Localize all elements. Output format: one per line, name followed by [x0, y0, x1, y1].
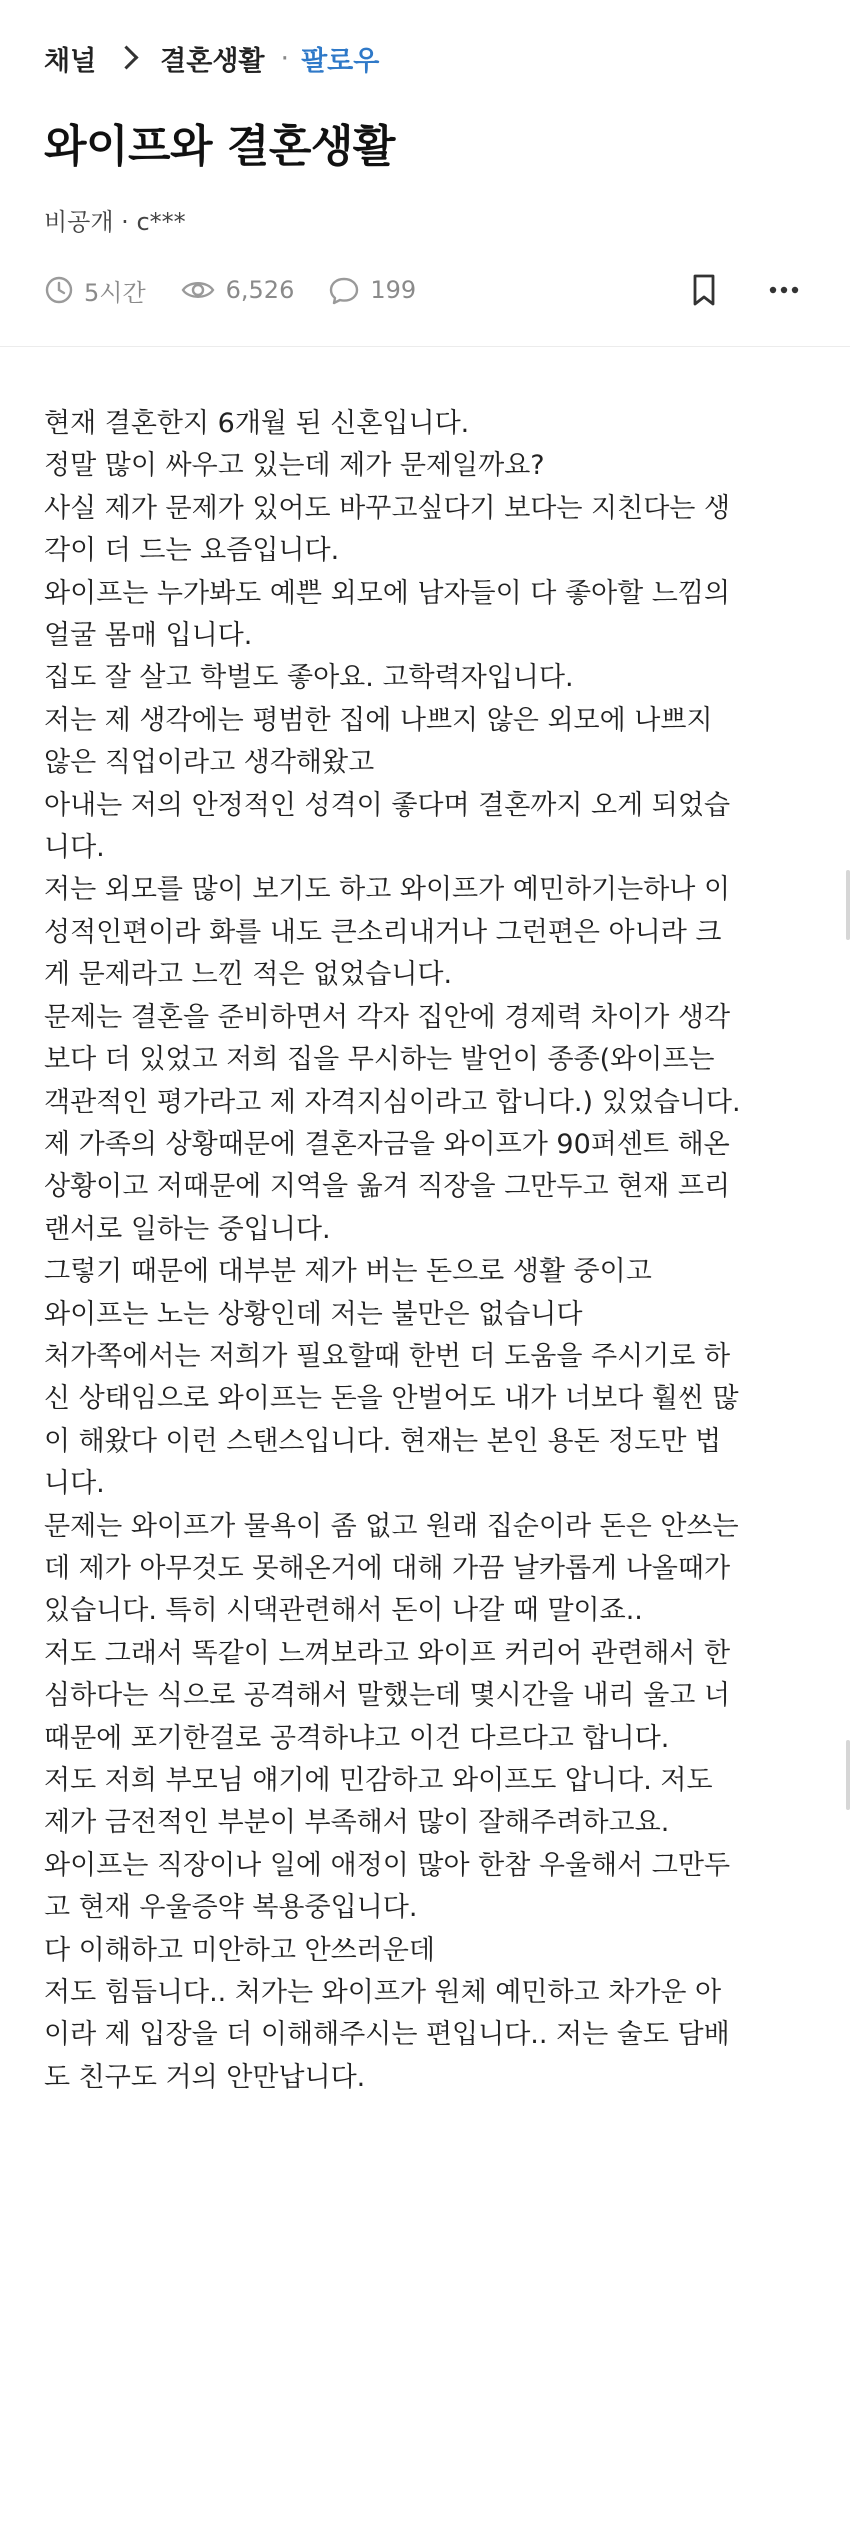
scrollbar-thumb[interactable] [846, 870, 850, 940]
post-body [44, 403, 814, 2099]
breadcrumb-channel-link[interactable]: 채널 [44, 45, 97, 77]
post-body-line: 저도 저희 부모님 얘기에 민감하고 와이프도 압니다. 저도 [44, 1765, 713, 1796]
post-meta [44, 268, 806, 312]
post-body-line: 정말 많이 싸우고 있는데 제가 문제일까요? [44, 450, 545, 482]
post-body-line: 보다 더 있었고 저희 집을 무시하는 발언이 종종(와이프는 [44, 1044, 715, 1076]
post-time-text: 5시간 [84, 278, 146, 307]
scrollbar-thumb-lower[interactable] [846, 1740, 850, 1810]
post-body-line: 게 문제라고 느낀 적은 없었습니다. [44, 959, 453, 991]
post-body-line: 다 이해하고 미안하고 안쓰러운데 [44, 1934, 435, 1966]
eye-icon [180, 275, 216, 305]
post-body-line: 와이프는 직장이나 일에 애정이 많아 한참 우울해서 그만두 [44, 1849, 731, 1881]
header-divider [0, 346, 850, 347]
post-body-line: 얼굴 몸매 입니다. [44, 620, 253, 652]
clock-icon [44, 275, 74, 305]
post-actions [646, 268, 806, 312]
more-button[interactable] [762, 268, 806, 312]
post-body-line: 집도 잘 살고 학벌도 좋아요. 고학력자입니다. [44, 662, 574, 694]
post-body-line: 와이프는 노는 상황인데 저는 불만은 없습니다 [44, 1298, 583, 1330]
bookmark-button[interactable] [682, 268, 726, 312]
post-comments-count: 199 [370, 276, 417, 304]
follow-button[interactable]: 팔로우 [301, 45, 380, 77]
breadcrumb-separator: · [280, 42, 290, 74]
post-body-line: 니다. [44, 1468, 105, 1500]
breadcrumb [44, 36, 379, 80]
post-body-line: 문제는 결혼을 준비하면서 각자 집안에 경제력 차이가 생각 [44, 1001, 731, 1033]
comment-icon [328, 275, 360, 305]
post-body-line: 않은 직업이라고 생각해왔고 [44, 747, 375, 779]
post-body-line: 저도 그래서 똑같이 느껴보라고 와이프 커리어 관련해서 한 [44, 1637, 731, 1669]
post-body-line: 이 해왔다 이런 스탠스입니다. 현재는 본인 용돈 정도만 법 [44, 1425, 722, 1457]
post-title: 와이프와 결혼생활 [44, 121, 395, 172]
post-body-line: 처가쪽에서는 저희가 필요할때 한번 더 도움을 주시기로 하 [44, 1340, 731, 1372]
post-body-line: 저도 힘듭니다.. 처가는 와이프가 원체 예민하고 차가운 아 [44, 1977, 722, 2009]
post-body-line: 현재 결혼한지 6개월 된 신혼입니다. [44, 408, 470, 439]
post-body-line: 아내는 저의 안정적인 성격이 좋다며 결혼까지 오게 되었습 [44, 789, 731, 821]
chevron-right-icon [106, 36, 150, 80]
post-body-line: 상황이고 저때문에 지역을 옮겨 직장을 그만두고 현재 프리 [44, 1171, 731, 1203]
post-body-line: 문제는 와이프가 물욕이 좀 없고 원래 집순이라 돈은 안쓰는 [44, 1510, 739, 1542]
post-body-line: 와이프는 누가봐도 예쁜 외모에 남자들이 다 좋아할 느낌의 [44, 577, 731, 609]
post-body-line: 신 상태임으로 와이프는 돈을 안벌어도 내가 너보다 훨씬 많 [44, 1383, 739, 1415]
breadcrumb-category-link[interactable]: 결혼생활 [160, 45, 265, 77]
post-body-line: 있습니다. 특히 시댁관련해서 돈이 나갈 때 말이죠.. [44, 1595, 643, 1627]
post-comments[interactable] [328, 275, 416, 305]
more-icon [769, 286, 799, 294]
post-body-line: 그렇기 때문에 대부분 제가 버는 돈으로 생활 중이고 [44, 1256, 652, 1288]
post-author: 비공개 · c*** [44, 208, 186, 236]
post-body-line: 저는 제 생각에는 평범한 집에 나쁘지 않은 외모에 나쁘지 [44, 704, 713, 736]
post-body-line: 때문에 포기한걸로 공격하냐고 이건 다르다고 합니다. [44, 1722, 670, 1754]
post-views-count: 6,526 [225, 276, 295, 304]
post-body-line: 도 친구도 거의 안만납니다. [44, 2061, 366, 2093]
post-body-line: 성적인편이라 화를 내도 큰소리내거나 그런편은 아니라 크 [44, 916, 722, 948]
post-body-line: 고 현재 우울증약 복용중입니다. [44, 1892, 418, 1924]
post-body-line: 이라 제 입장을 더 이해해주시는 편입니다.. 저는 술도 담배 [44, 2019, 730, 2051]
post-body-line: 랜서로 일하는 중입니다. [44, 1213, 331, 1245]
post-body-line: 사실 제가 문제가 있어도 바꾸고싶다기 보다는 지친다는 생 [44, 492, 731, 524]
post-body-line: 니다. [44, 832, 105, 864]
post-views [180, 275, 295, 305]
post-body-line: 데 제가 아무것도 못해온거에 대해 가끔 날카롭게 나올때가 [44, 1552, 731, 1584]
post-time [44, 273, 146, 308]
post-body-line: 각이 더 드는 요즘입니다. [44, 535, 340, 567]
post-body-line: 객관적인 평가라고 제 자격지심이라고 합니다.) 있었습니다. [44, 1086, 741, 1118]
post-body-line: 심하다는 식으로 공격해서 말했는데 몇시간을 내리 울고 너 [44, 1680, 731, 1712]
bookmark-icon [690, 273, 718, 307]
post-body-line: 저는 외모를 많이 보기도 하고 와이프가 예민하기는하나 이 [44, 874, 731, 906]
post-body-line: 제 가족의 상황때문에 결혼자금을 와이프가 90퍼센트 해온 [44, 1128, 730, 1160]
post-body-line: 제가 금전적인 부분이 부족해서 많이 잘해주려하고요. [44, 1807, 670, 1839]
